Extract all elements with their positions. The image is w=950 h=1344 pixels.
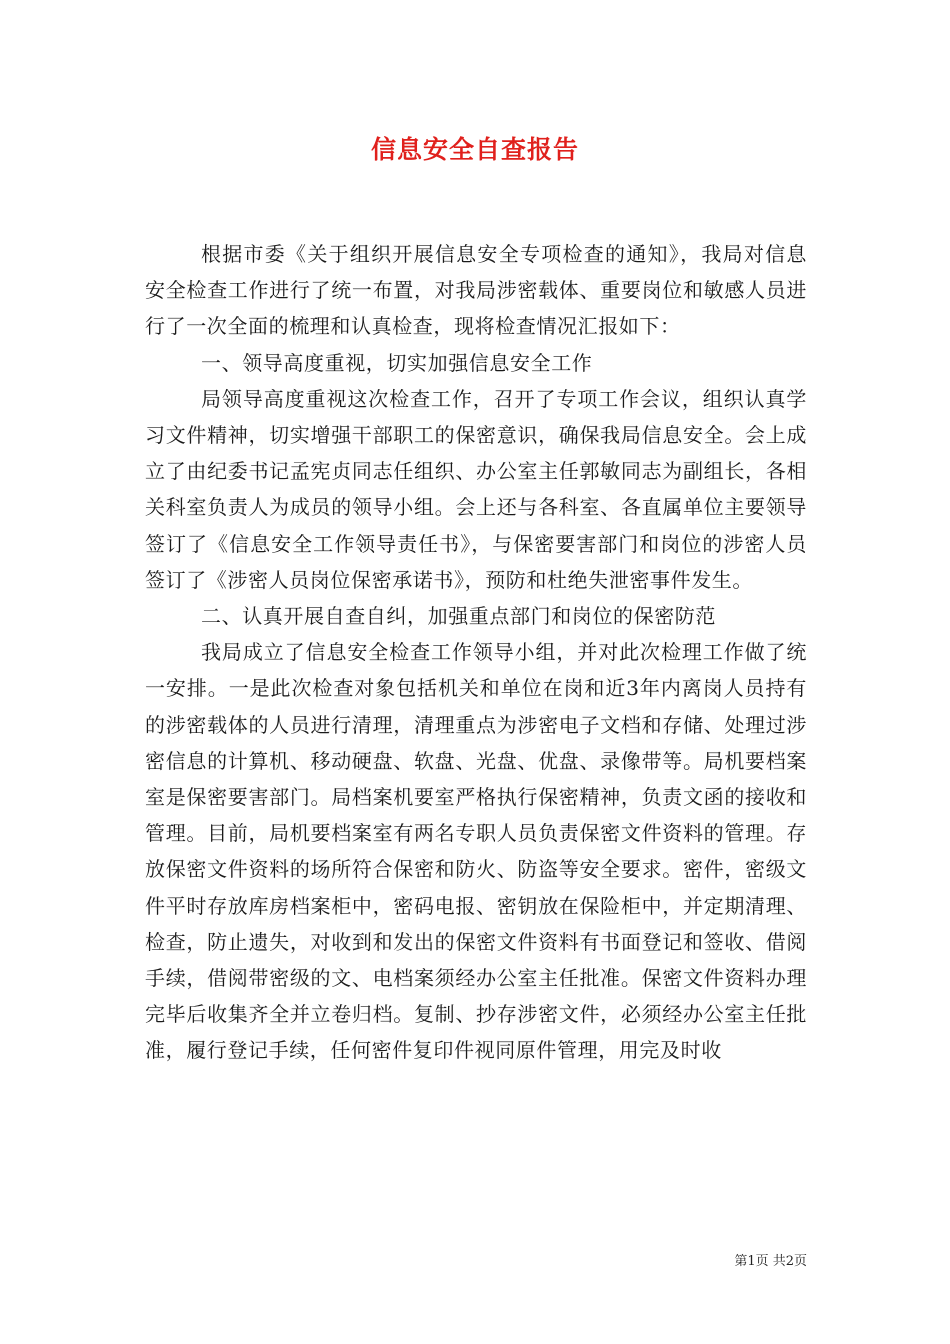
- intro-paragraph: 根据市委《关于组织开展信息安全专项检查的通知》，我局对信息安全检查工作进行了统一布置，对我局涉密载体、重要岗位和敏感人员进行了一次全面的梳理和认真检查，现将检查情况汇报如下：: [145, 242, 807, 339]
- section-heading-1: 一、领导高度重视，切实加强信息安全工作: [201, 350, 593, 375]
- document-title: 信息安全自查报告: [370, 135, 579, 164]
- section-1-paragraph: 局领导高度重视这次检查工作，召开了专项工作会议，组织认真学习文件精神，切实增强干部职工的保密意识，确保我局信息安全。会上成立了由纪委书记孟宪贞同志任组织、办公室主任郭敏同志为副组长，各相关科室负责人为成员的领导小组。会上还与各科室、各直属单位主要领导签订了《信息安全工作领导责任书》，与保密要害部门和岗位的涉密人员签订了《涉密人员岗位保密承诺书》，预防和杜绝失泄密事件发生。: [145, 386, 807, 592]
- section-2-paragraph: 我局成立了信息安全检查工作领导小组，并对此次检理工作做了统一安排。一是此次检查对象包括机关和单位在岗和近3年内离岗人员持有的涉密载体的人员进行清理，清理重点为涉密电子文档和存储、处理过涉密信息的计算机、移动硬盘、软盘、光盘、优盘、录像带等。局机要档案室是保密要害部门。局档案机要室严格执行保密精神，负责文函的接收和管理。目前，局机要档案室有两名专职人员负责保密文件资料的管理。存放保密文件资料的场所符合保密和防火、防盗等安全要求。密件，密级文件平时存放库房档案柜中，密码电报、密钥放在保险柜中，并定期清理、检查，防止遗失，对收到和发出的保密文件资料有书面登记和签收、借阅手续，借阅带密级的文、电档案须经办公室主任批准。保密文件资料办理完毕后收集齐全并立卷归档。复制、抄存涉密文件，必须经办公室主任批准，履行登记手续，任何密件复印件视同原件管理，用完及时收: [145, 640, 807, 1063]
- section-heading-2: 二、认真开展自查自纠，加强重点部门和岗位的保密防范: [201, 604, 716, 629]
- document-body: [145, 236, 807, 1069]
- page-number-footer: 第1页 共2页: [734, 1254, 807, 1269]
